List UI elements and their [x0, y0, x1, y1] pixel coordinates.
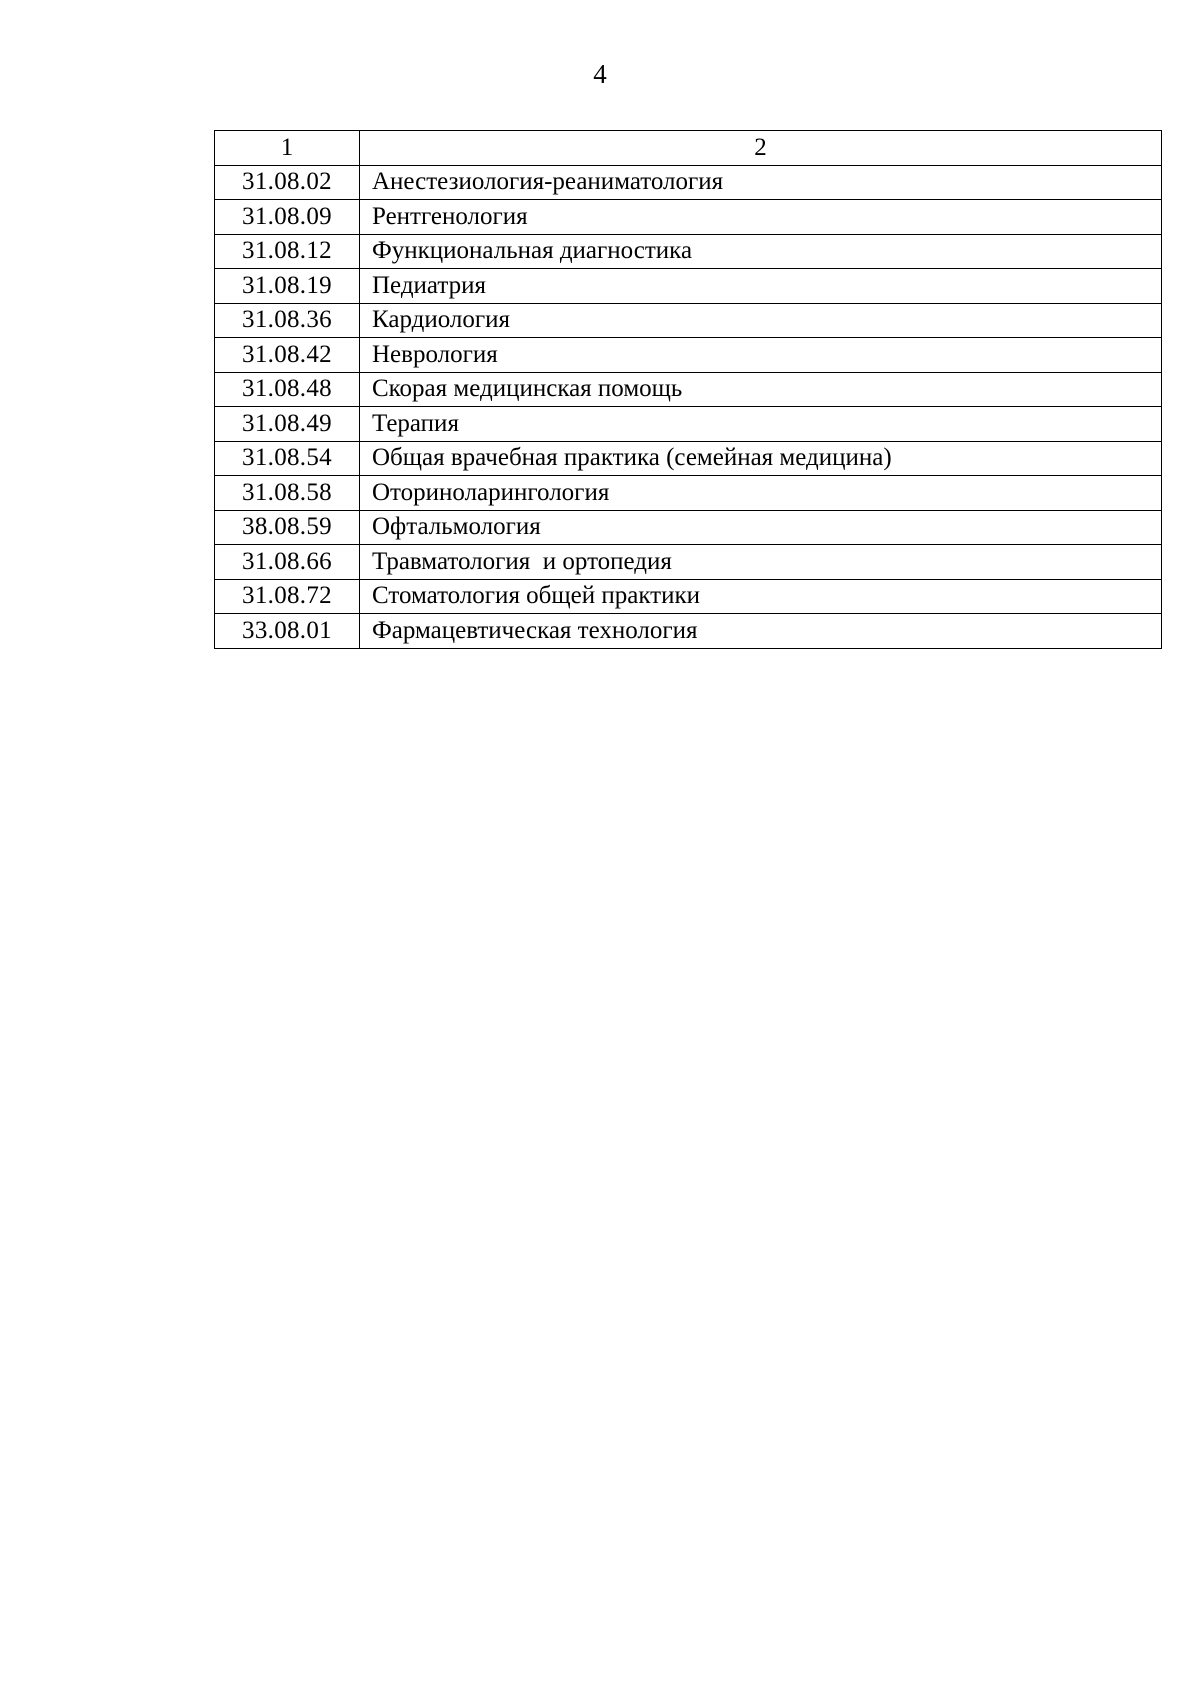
table-row: [215, 234, 1162, 269]
specialty-name: Скорая медицинская помощь: [360, 372, 1162, 407]
table-row: [215, 338, 1162, 373]
specialty-name: Фармацевтическая технология: [360, 614, 1162, 649]
specialty-code: 31.08.58: [215, 476, 360, 511]
specialty-code: 31.08.09: [215, 200, 360, 235]
table-row: [215, 614, 1162, 649]
specialty-name: Педиатрия: [360, 269, 1162, 304]
specialty-code: 31.08.42: [215, 338, 360, 373]
specialty-code: 31.08.54: [215, 441, 360, 476]
specialty-name: Терапия: [360, 407, 1162, 442]
specialty-name: Анестезиология-реаниматология: [360, 165, 1162, 200]
specialty-codes-table: [214, 130, 1162, 649]
specialty-code: 31.08.02: [215, 165, 360, 200]
table-row: [215, 165, 1162, 200]
specialty-name: Кардиология: [360, 303, 1162, 338]
specialty-code: 38.08.59: [215, 510, 360, 545]
column-header-code: 1: [215, 131, 360, 166]
specialty-code: 31.08.72: [215, 579, 360, 614]
table-row: [215, 545, 1162, 580]
specialty-code: 31.08.36: [215, 303, 360, 338]
specialty-name: Общая врачебная практика (семейная медицина): [360, 441, 1162, 476]
table-row: [215, 407, 1162, 442]
specialty-name: Функциональная диагностика: [360, 234, 1162, 269]
table-header-row: [215, 131, 1162, 166]
table-row: [215, 303, 1162, 338]
specialty-name: Неврология: [360, 338, 1162, 373]
table-row: [215, 372, 1162, 407]
specialty-name: Оториноларингология: [360, 476, 1162, 511]
specialty-code: 31.08.66: [215, 545, 360, 580]
page-number: 4: [593, 59, 607, 89]
table-row: [215, 476, 1162, 511]
specialty-code: 31.08.48: [215, 372, 360, 407]
table-row: [215, 579, 1162, 614]
specialty-code: 33.08.01: [215, 614, 360, 649]
specialty-code: 31.08.12: [215, 234, 360, 269]
table-row: [215, 269, 1162, 304]
table-row: [215, 510, 1162, 545]
specialty-name: Рентгенология: [360, 200, 1162, 235]
table-row: [215, 441, 1162, 476]
table-row: [215, 200, 1162, 235]
specialty-name: Травматология и ортопедия: [360, 545, 1162, 580]
specialty-name: Офтальмология: [360, 510, 1162, 545]
specialty-code: 31.08.49: [215, 407, 360, 442]
specialty-name: Стоматология общей практики: [360, 579, 1162, 614]
specialty-code: 31.08.19: [215, 269, 360, 304]
column-header-name: 2: [360, 131, 1162, 166]
